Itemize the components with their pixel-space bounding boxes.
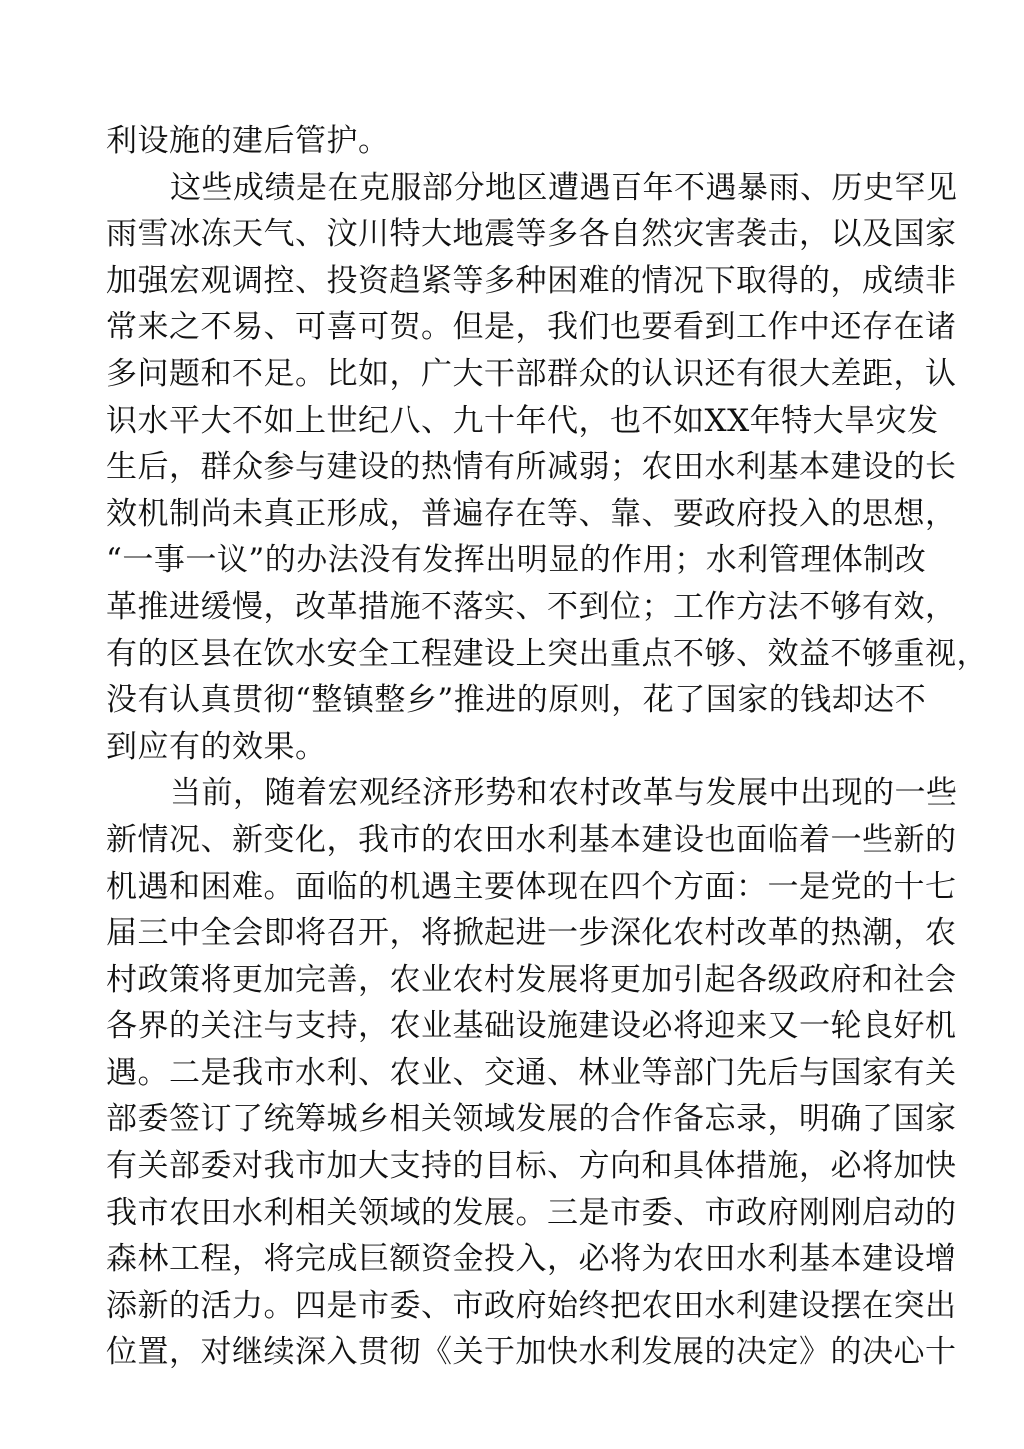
text-line: 有关部委对我市加大支持的目标、方向和具体措施，必将加快 — [106, 1148, 957, 1185]
text-line: 届三中全会即将召开，将掀起进一步深化农村改革的热潮，农 — [106, 915, 957, 952]
text-line: 生后，群众参与建设的热情有所减弱；农田水利基本建设的长 — [106, 449, 957, 486]
text-line: 加强宏观调控、投资趋紧等多种困难的情况下取得的，成绩非 — [106, 262, 957, 299]
text-line: 村政策将更加完善，农业农村发展将更加引起各级政府和社会 — [106, 961, 957, 998]
text-line: 我市农田水利相关领域的发展。三是市委、市政府刚刚启动的 — [106, 1194, 957, 1231]
text-line: 雨雪冰冻天气、汶川特大地震等多各自然灾害袭击，以及国家 — [106, 216, 957, 253]
text-line: 没有认真贯彻“整镇整乡”推进的原则，花了国家的钱却达不 — [106, 682, 927, 719]
text-line: 多问题和不足。比如，广大干部群众的认识还有很大差距，认 — [106, 355, 957, 392]
paragraph-start-line: 当前，随着宏观经济形势和农村改革与发展中出现的一些 — [170, 775, 958, 812]
text-line: 新情况、新变化，我市的农田水利基本建设也面临着一些新的 — [106, 821, 957, 858]
text-line: 部委签订了统筹城乡相关领域发展的合作备忘录，明确了国家 — [106, 1101, 957, 1138]
text-line: 各界的关注与支持，农业基础设施建设必将迎来又一轮良好机 — [106, 1008, 957, 1045]
text-line: 添新的活力。四是市委、市政府始终把农田水利建设摆在突出 — [106, 1287, 957, 1324]
text-line: 效机制尚未真正形成，普遍存在等、靠、要政府投入的思想， — [106, 495, 957, 532]
text-line: “一事一议”的办法没有发挥出明显的作用；水利管理体制改 — [106, 542, 927, 579]
text-line: 机遇和困难。面临的机遇主要体现在四个方面：一是党的十七 — [106, 868, 957, 905]
text-line: 位置，对继续深入贯彻《关于加快水利发展的决定》的决心十 — [106, 1334, 957, 1371]
text-line: 到应有的效果。 — [106, 728, 327, 765]
text-line: 利设施的建后管护。 — [106, 123, 390, 159]
text-line: 遇。二是我市水利、农业、交通、林业等部门先后与国家有关 — [106, 1054, 957, 1091]
text-line: 革推进缓慢，改革措施不落实、不到位；工作方法不够有效， — [106, 588, 957, 625]
text-line: 常来之不易、可喜可贺。但是，我们也要看到工作中还存在诸 — [106, 309, 957, 346]
text-line: 森林工程，将完成巨额资金投入，必将为农田水利基本建设增 — [106, 1241, 957, 1278]
paragraph-start-line: 这些成绩是在克服部分地区遭遇百年不遇暴雨、历史罕见 — [170, 169, 958, 206]
text-line: 有的区县在饮水安全工程建设上突出重点不够、效益不够重视， — [106, 635, 988, 672]
text-line: 识水平大不如上世纪八、九十年代，也不如XX年特大旱灾发 — [106, 402, 939, 439]
body-text — [106, 118, 988, 1376]
